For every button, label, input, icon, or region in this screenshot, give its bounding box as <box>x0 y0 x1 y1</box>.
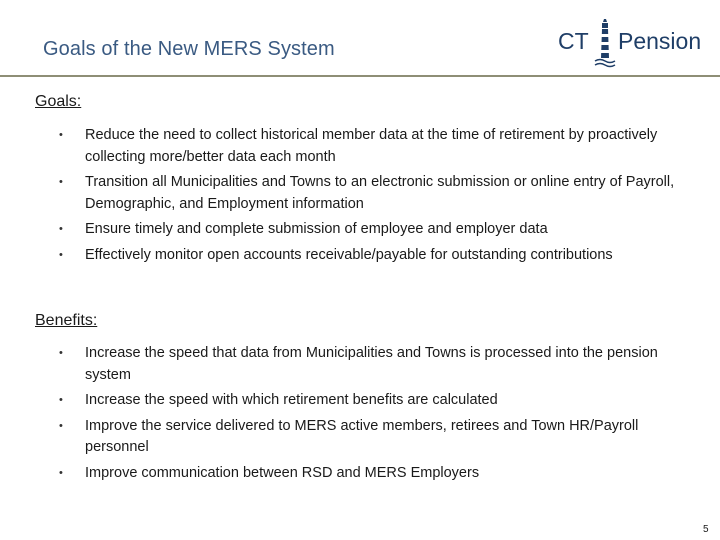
list-item: • Increase the speed with which retirement benefits are calculated <box>0 390 685 412</box>
list-item: • Effectively monitor open accounts receivable/payable for outstanding contributions <box>0 245 685 267</box>
bullet-icon: • <box>59 347 63 359</box>
page-number: 5 <box>703 524 709 535</box>
bullet-icon: • <box>59 223 63 235</box>
header-divider <box>0 75 720 77</box>
logo-ct-text: CT <box>558 28 589 54</box>
goals-list <box>0 125 685 270</box>
benefits-heading: Benefits: <box>35 312 98 329</box>
ct-pension-logo <box>556 18 712 68</box>
list-item: • Reduce the need to collect historical member data at the time of retirement by proactively collecting more/better data each month <box>59 127 658 165</box>
list-item: • Transition all Municipalities and Towns to an electronic submission or online entry of Payroll, Demographic, and Employment information <box>59 174 675 212</box>
bullet-icon: • <box>59 129 63 141</box>
page-title: Goals of the New MERS System <box>43 38 335 60</box>
list-item: • Ensure timely and complete submission of employee and employer data <box>0 219 685 241</box>
bullet-icon: • <box>59 248 63 261</box>
bullet-icon: • <box>59 419 63 432</box>
bullet-icon: • <box>59 176 63 188</box>
list-item: • Improve communication between RSD and MERS Employers <box>0 463 685 485</box>
bullet-icon: • <box>59 466 63 479</box>
benefits-list <box>0 343 685 488</box>
list-item: • Increase the speed that data from Municipalities and Towns is processed into the pension system <box>59 345 658 383</box>
goals-heading: Goals: <box>35 93 82 110</box>
logo-pension-text: Pension <box>618 28 702 54</box>
list-item: • Improve the service delivered to MERS active members, retirees and Town HR/Payroll personnel <box>59 417 639 455</box>
lighthouse-icon <box>594 18 616 68</box>
bullet-icon: • <box>59 394 63 406</box>
